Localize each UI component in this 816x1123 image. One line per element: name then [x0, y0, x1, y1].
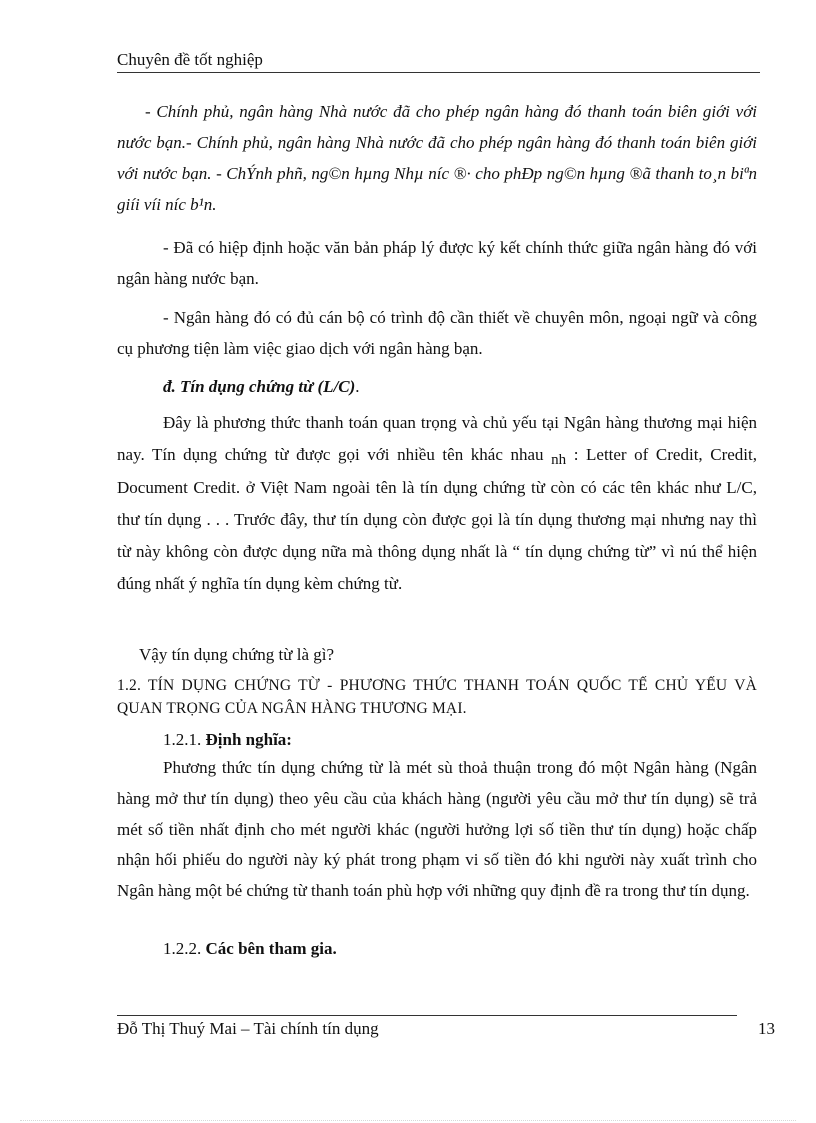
subsection-2-container: [117, 933, 757, 964]
heading-lc-dot: .: [355, 377, 360, 396]
paragraph-lc-intro-a: Đây là phương thức thanh toán quan trọng và chủ yếu tại Ngân hàng thương mại hiện nay. Tín dụng chứng từ được gọi với nhiều tên khác nhau: [117, 413, 757, 464]
paragraph-staff: - Ngân hàng đó có đủ cán bộ có trình độ cần thiết về chuyên môn, ngoại ngữ và công cụ phương tiện làm việc giao dịch với ngân hàng bạn.: [117, 308, 757, 358]
paragraph-2-container: [117, 232, 757, 294]
subsection-2-title: Các bên tham gia.: [205, 939, 337, 958]
header-title: Chuyên đề tốt nghiệp: [117, 50, 263, 69]
subsection-1-container: [117, 724, 757, 755]
heading-d-container: [117, 371, 757, 402]
paragraph-permission: - Chính phủ, ngân hàng Nhà nước đã cho phép ngân hàng đó thanh toán biên giới với nước bạn.- Chính phủ, ngân hàng Nhà nước đã cho phép ngân hàng đó thanh toán biên giới với nước bạn. - ChÝnh phñ, ng©n hµng Nhµ níc ®· cho phÐp ng©n hµng ®ã thanh to¸n biªn giíi víi níc b¹n.: [117, 102, 757, 214]
subsection-1-heading: [117, 724, 757, 755]
subsection-2-heading: [117, 933, 757, 964]
page-number: 13: [758, 1019, 775, 1038]
page-bottom-dotted-line: [20, 1120, 796, 1121]
subsection-1-title: Định nghĩa:: [205, 730, 292, 749]
subsection-1-number: 1.2.1.: [163, 730, 206, 749]
paragraph-agreement: - Đã có hiệp định hoặc văn bản pháp lý được ký kết chính thức giữa ngân hàng đó với ngân hàng nước bạn.: [117, 238, 757, 288]
paragraph-lc-intro-sub: nh: [551, 452, 567, 468]
heading-lc-text: đ. Tín dụng chứng từ (L/C): [163, 377, 356, 396]
footer-divider: [117, 1015, 737, 1016]
page-header: [117, 50, 760, 73]
paragraph-3-container: [117, 302, 757, 364]
paragraph-1-container: [117, 96, 757, 220]
paragraph-definition: Phương thức tín dụng chứng từ là mét sù thoả thuận trong đó một Ngân hàng (Ngân hàng mở thư tín dụng) theo yêu cầu của khách hàng (người yêu cầu mở thư tín dụng) sẽ trả mét số tiền nhất định cho mét người khác (người hưởng lợi số tiền thư tín dụng) hoặc chấp nhận hối phiếu do người này ký phát trong phạm vi số tiền đó khi người này xuất trình cho Ngân hàng một bé chứng từ thanh toán phù hợp với những quy định đề ra trong thư tín dụng.: [117, 758, 757, 901]
subsection-2-number: 1.2.2.: [163, 939, 206, 958]
paragraph-6-container: [117, 753, 757, 907]
paragraph-lc-intro-b: : Letter of Credit, Credit, Document Credit. ở Việt Nam ngoài tên là tín dụng chứng từ còn có các tên khác như L/C, thư tín dụng . . . Trước đây, thư tín dụng còn được gọi là tín dụng thương mại nhưng nay thì từ này không còn được dụng nữa mà thông dụng nhất là “ tín dụng chứng từ” vì nú thể hiện đúng nhất ý nghĩa tín dụng kèm chứng từ.: [117, 445, 758, 593]
heading-lc: [117, 371, 757, 402]
footer-author: Đỗ Thị Thuý Mai – Tài chính tín dụng: [117, 1019, 379, 1038]
paragraph-4-container: [117, 407, 757, 600]
question-line: Vậy tín dụng chứng từ là gì?: [139, 645, 335, 664]
paragraph-lc-intro: [117, 407, 757, 600]
section-heading: 1.2. TÍN DỤNG CHỨNG TỪ - PHƯƠNG THỨC THANH TOÁN QUỐC TẾ CHỦ YẾU VÀ QUAN TRỌNG CỦA NGÂN HÀNG THƯƠNG MẠI.: [117, 677, 757, 717]
question-container: [117, 639, 757, 670]
